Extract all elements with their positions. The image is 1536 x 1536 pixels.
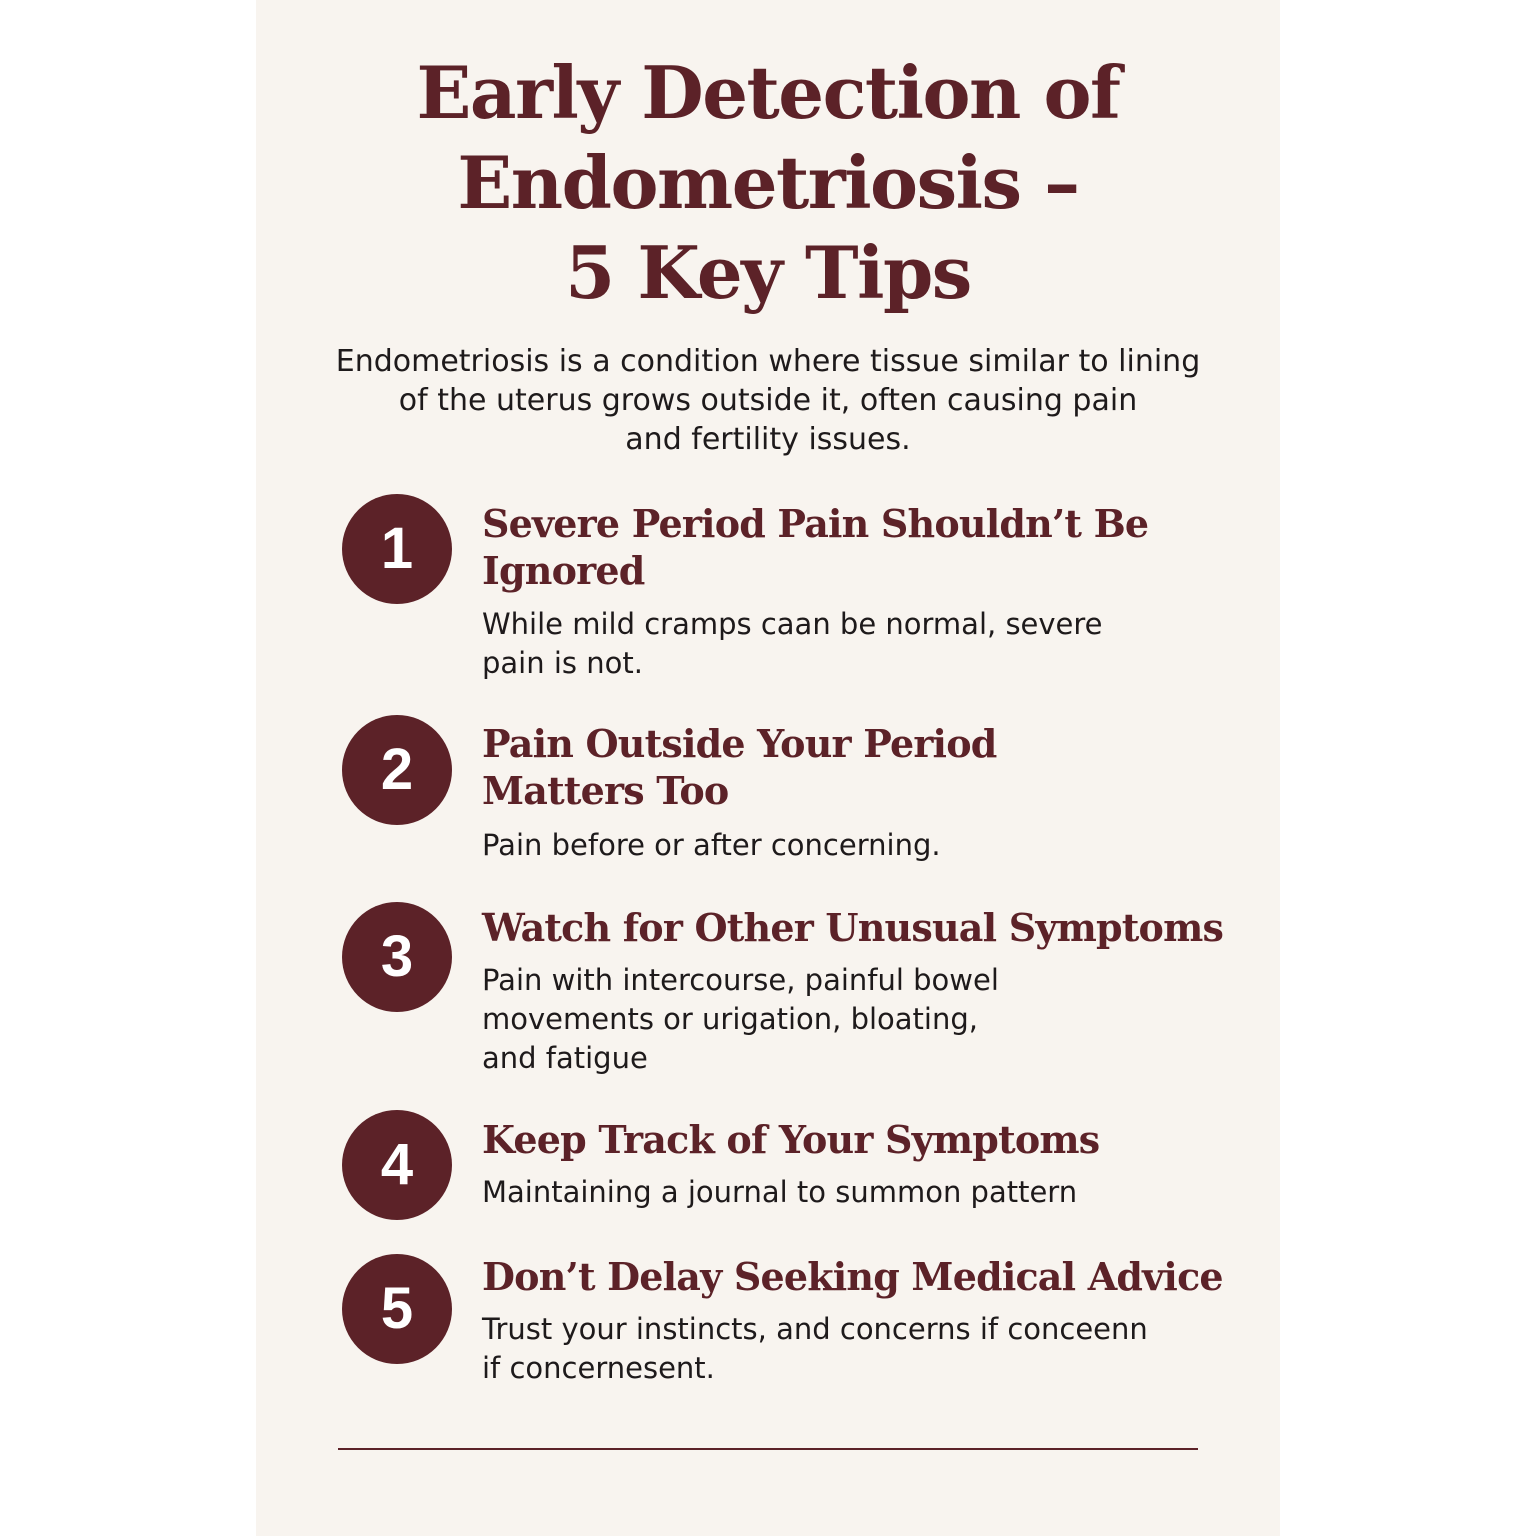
tip-description [482,1173,1077,1212]
page-title [256,48,1280,318]
tip-title-line: Severe Period Pain Shouldn’t Be [482,501,1149,546]
tip-number-badge: 2 [342,715,452,825]
tip-number-badge: 3 [342,902,452,1012]
tip-title [482,904,1223,951]
tip-description-line: Pain with intercourse, painful bowel [482,963,999,997]
title-line: Endometriosis – [457,140,1079,225]
tip-description-line: movements or urigation, bloating, [482,1002,978,1036]
tip-title [482,1116,1099,1163]
tip-title [482,500,1148,594]
intro-line: Endometriosis is a condition where tissue similar to lining [335,344,1201,379]
tip-number-badge: 4 [342,1110,452,1220]
title-line: Early Detection of [416,50,1120,135]
tip-description [482,605,1103,683]
tip-description-line: and fatigue [482,1041,648,1075]
tip-description [482,1310,1148,1388]
tip-title-line: Pain Outside Your Period [482,721,997,766]
bottom-divider [338,1448,1198,1450]
tip-title-line: Keep Track of Your Symptoms [482,1117,1100,1162]
tip-description-line: pain is not. [482,646,643,680]
infographic-card [256,0,1280,1536]
tip-number-badge: 5 [342,1254,452,1364]
tip-title [482,1253,1223,1300]
tip-description [482,961,999,1078]
tip-title-line: Watch for Other Unusual Symptoms [482,905,1224,950]
tip-description-line: Pain before or after concerning. [482,828,941,862]
title-line: 5 Key Tips [565,230,971,315]
tip-title-line: Don’t Delay Seeking Medical Advice [482,1254,1223,1299]
tip-title-line: Ignored [482,548,645,593]
intro-line: and fertility issues. [625,422,911,457]
tip-description-line: if concernesent. [482,1351,715,1385]
tip-number-badge: 1 [342,494,452,604]
intro-line: of the uterus grows outside it, often causing pain [398,383,1138,418]
tip-description-line: Maintaining a journal to summon pattern [482,1175,1078,1209]
tip-description [482,826,941,865]
tip-description-line: Trust your instincts, and concerns if conceenn [482,1312,1148,1346]
intro-paragraph [316,342,1220,459]
tip-title [482,720,997,814]
tip-description-line: While mild cramps caan be normal, severe [482,607,1103,641]
tip-title-line: Matters Too [482,768,729,813]
